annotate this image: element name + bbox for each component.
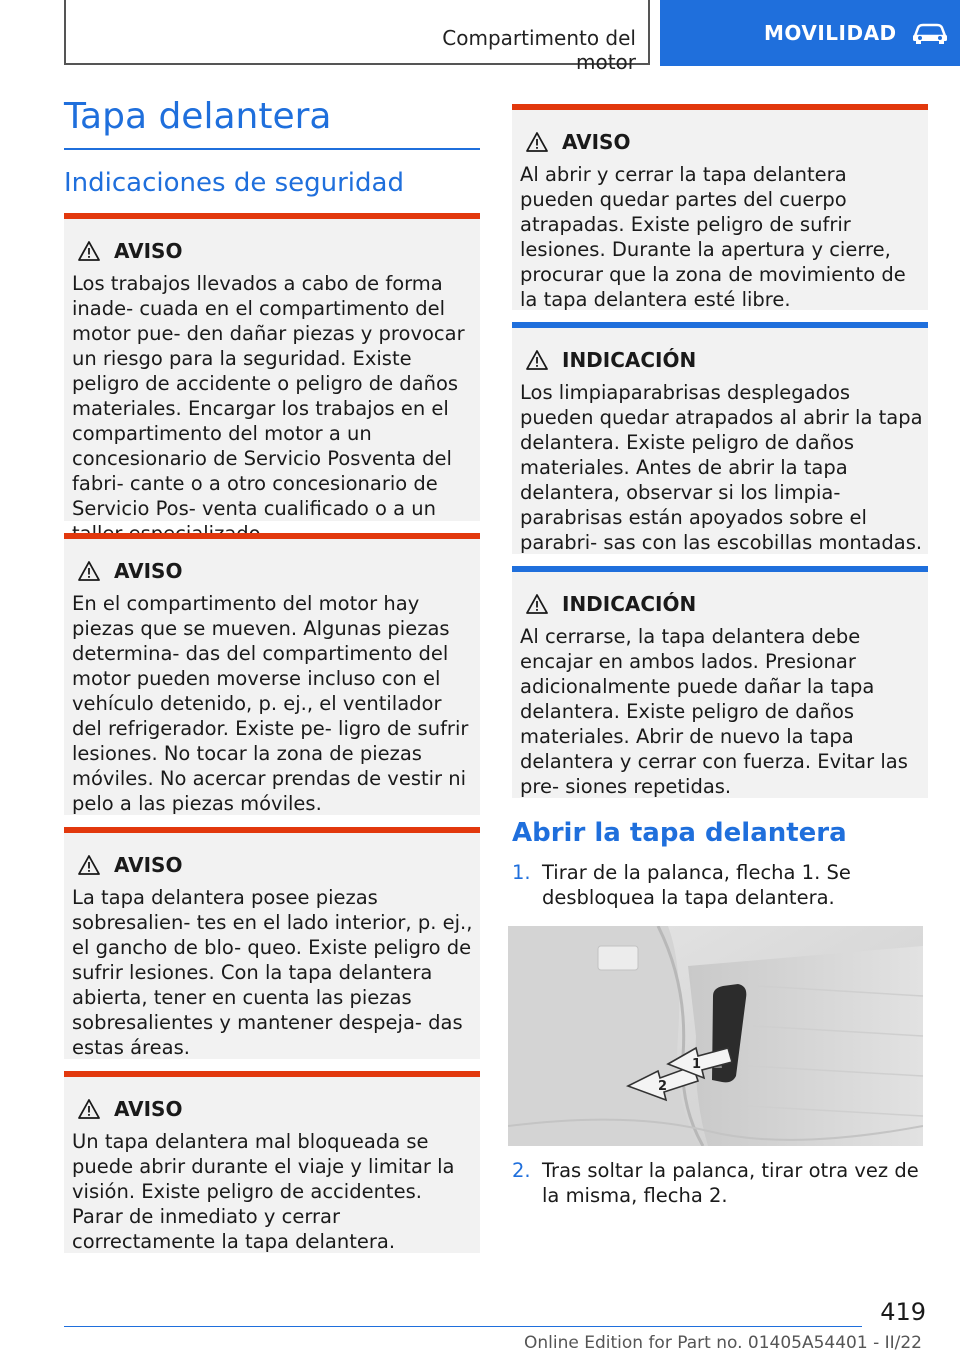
arrow-label: 2	[658, 1079, 668, 1094]
notice-bar	[512, 104, 928, 110]
notice-box	[64, 827, 480, 1059]
notice-box	[512, 104, 928, 310]
notice-type: INDICACIÓN	[562, 592, 697, 616]
step-text: Tras soltar la palanca, tirar otra vez de la misma, flecha 2.	[542, 1159, 919, 1207]
warning-triangle-icon	[526, 350, 548, 370]
notice-box	[512, 322, 928, 554]
section-title-open: Abrir la tapa delantera	[512, 818, 847, 848]
warning-triangle-icon	[78, 855, 100, 875]
notice-type: AVISO	[114, 853, 183, 877]
notice-box	[512, 566, 928, 798]
notice-bar	[64, 1071, 480, 1077]
header-divider-left	[64, 0, 66, 64]
notice-type: AVISO	[114, 239, 183, 263]
warning-triangle-icon	[78, 1099, 100, 1119]
warning-triangle-icon	[78, 561, 100, 581]
header-section-title: Compartimento del motor	[442, 26, 636, 74]
notice-bar	[512, 566, 928, 572]
step-number: 2.	[512, 1159, 531, 1182]
page-number: 419	[880, 1298, 926, 1326]
step-text: Tirar de la palanca, flecha 1. Se desbloquea la tapa delantera.	[542, 861, 851, 909]
title-rule	[64, 148, 480, 150]
notice-text: Un tapa delantera mal bloqueada se puede abrir durante el viaje y limitar la visión. Existe peligro de accidentes. Parar de inmediato y cerrar correctamente la tapa delantera.	[72, 1130, 455, 1253]
section-title-safety: Indicaciones de seguridad	[64, 168, 404, 198]
warning-triangle-icon	[526, 132, 548, 152]
footer-edition: Online Edition for Part no. 01405A54401 - II/22	[523, 1333, 922, 1353]
notice-bar	[64, 827, 480, 833]
warning-triangle-icon	[78, 241, 100, 261]
car-icon	[911, 21, 949, 45]
notice-bar	[64, 213, 480, 219]
header-chapter-tab[interactable]	[660, 0, 960, 66]
hood-release-lever-photo	[508, 926, 923, 1146]
notice-text: Al abrir y cerrar la tapa delantera pueden quedar partes del cuerpo atrapadas. Existe peligro de sufrir lesiones. Durante la apertura y cierre, procurar que la zona de movimiento de la tapa delantera esté libre.	[520, 163, 906, 311]
notice-type: AVISO	[114, 1097, 183, 1121]
header-divider-right	[648, 0, 650, 64]
step-number: 1.	[512, 861, 531, 884]
notice-text: En el compartimento del motor hay piezas que se mueven. Algunas piezas determina- das del compartimento del motor pueden moverse incluso con el vehículo detenido, p. ej., el ventilador del refrigerador. Existe pe- ligro de sufrir lesiones. No tocar la zona de piezas móviles. No acercar prendas de vestir ni pelo a las piezas móviles.	[72, 592, 469, 815]
page-title: Tapa delantera	[64, 96, 332, 137]
header-chapter-label: MOVILIDAD	[764, 21, 897, 45]
notice-box	[64, 1071, 480, 1253]
arrow-label: 1	[692, 1057, 702, 1072]
warning-triangle-icon	[526, 594, 548, 614]
step-item	[512, 860, 928, 910]
notice-text: La tapa delantera posee piezas sobresalien- tes en el lado interior, p. ej., el gancho de blo- queo. Existe peligro de sufrir lesiones. Con la tapa delantera abierta, tener en cuenta las piezas sobresalientes y mantener despeja- das estas áreas.	[72, 886, 473, 1059]
notice-text: Al cerrarse, la tapa delantera debe encajar en ambos lados. Presionar adicionalmente puede dañar la tapa delantera. Existe peligro de daños materiales. Abrir de nuevo la tapa delantera y cerrar con fuerza. Evitar las pre- siones repetidas.	[520, 625, 908, 798]
notice-box	[64, 533, 480, 815]
notice-bar	[64, 533, 480, 539]
notice-box	[64, 213, 480, 521]
notice-bar	[512, 322, 928, 328]
footer-rule	[64, 1326, 862, 1327]
notice-type: INDICACIÓN	[562, 348, 697, 372]
notice-text: Los trabajos llevados a cabo de forma inade- cuada en el compartimento del motor pue- den dañar piezas y provocar un riesgo para la seguridad. Existe peligro de accidente o peligro de daños materiales. Encargar los trabajos en el compartimento del motor a un concesionario de Servicio Posventa del fabri- cante o a otro concesionario de Servicio Pos- venta cualificado o a un	[72, 272, 465, 520]
step-item	[512, 1158, 928, 1208]
notice-type: AVISO	[562, 130, 631, 154]
notice-type: AVISO	[114, 559, 183, 583]
notice-text: Los limpiaparabrisas desplegados pueden quedar atrapados al abrir la tapa delantera. Existe peligro de daños materiales. Antes de abrir la tapa delantera, observar si los limpia- parabrisas están apoyados sobre el parabri- sas con las escobillas montadas.	[520, 381, 923, 554]
